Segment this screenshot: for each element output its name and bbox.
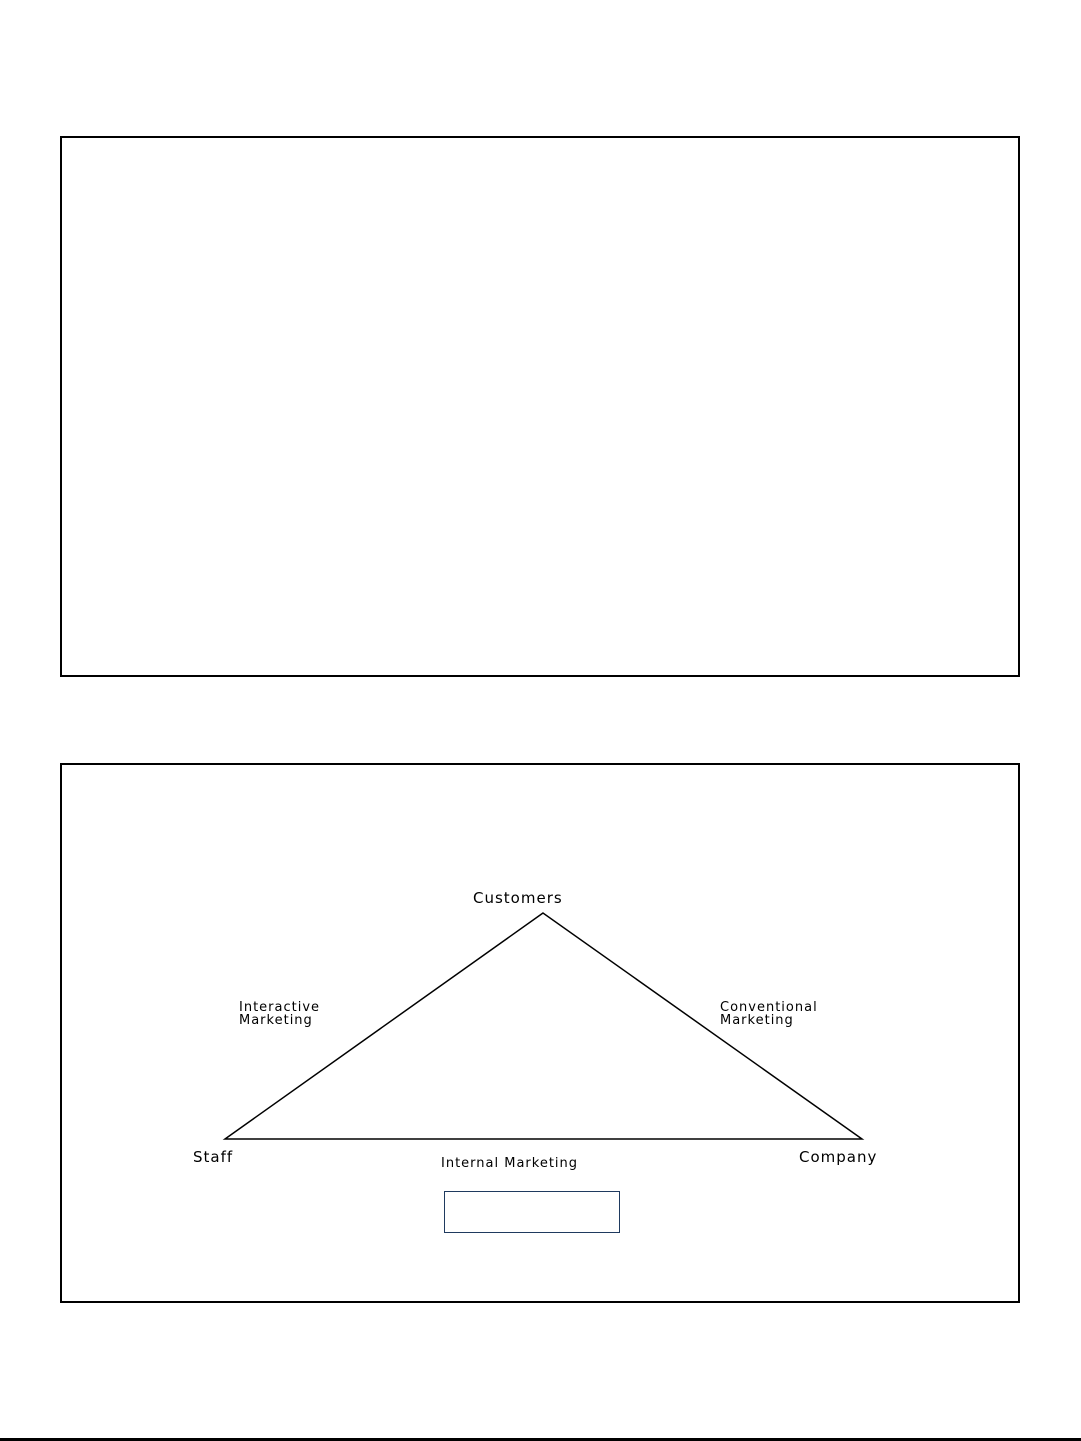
diagram-panel bbox=[60, 763, 1020, 1303]
top-panel bbox=[60, 136, 1020, 677]
empty-text-box bbox=[444, 1191, 620, 1233]
conventional-marketing-line-2: Marketing bbox=[720, 1013, 794, 1028]
conventional-marketing-label bbox=[720, 1001, 818, 1027]
internal-marketing-label: Internal Marketing bbox=[441, 1156, 579, 1171]
company-label: Company bbox=[799, 1148, 878, 1166]
staff-label: Staff bbox=[193, 1148, 234, 1166]
interactive-marketing-line-2: Marketing bbox=[239, 1013, 313, 1028]
interactive-marketing-line-1: Interactive bbox=[239, 1000, 321, 1015]
customers-label: Customers bbox=[473, 889, 563, 907]
conventional-marketing-line-1: Conventional bbox=[720, 1000, 818, 1015]
interactive-marketing-label bbox=[239, 1001, 320, 1027]
